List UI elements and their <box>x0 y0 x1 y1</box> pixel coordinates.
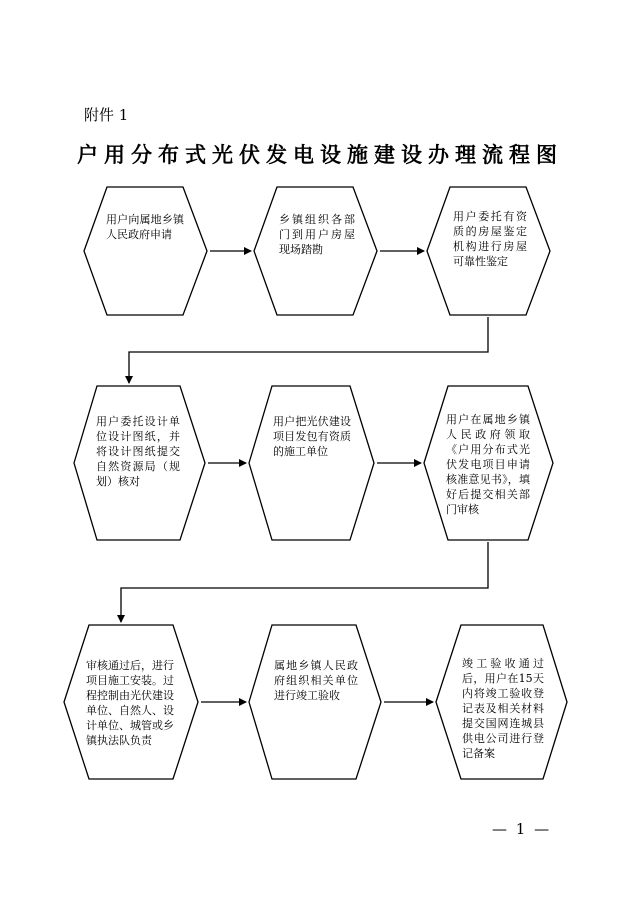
page-number: — 1 — <box>492 820 552 838</box>
step-6-text: 用户在属地乡镇人民政府领取《户用分布式光伏发电项目申请核准意见书》，填好后提交相关部门审核 <box>446 413 530 516</box>
connector-6-7 <box>121 542 488 622</box>
step-4-text: 用户委托设计单位设计图纸，并将设计图纸提交自然资源局（规划）核对 <box>96 415 180 488</box>
step-8-text: 属地乡镇人民政府组织相关单位进行竣工验收 <box>274 659 358 702</box>
step-3-text: 用户委托有资质的房屋鉴定机构进行房屋可靠性鉴定 <box>453 210 527 268</box>
step-9-text: 竣工验收通过后，用户在15天内将竣工验收登记表及相关材料提交国网连城县供电公司进行登记备案 <box>462 657 544 760</box>
step-7-text: 审核通过后，进行项目施工安装。过程控制由光伏建设单位、自然人、设计单位、城管或乡镇执法队负责 <box>86 659 174 747</box>
step-1-text: 用户向属地乡镇人民政府申请 <box>106 213 184 241</box>
connector-3-4 <box>129 317 488 383</box>
step-5-hexagon <box>249 386 374 540</box>
step-1-hexagon <box>84 187 207 315</box>
step-2-text: 乡镇组织各部门到用户房屋现场踏勘 <box>279 213 355 256</box>
step-5-text: 用户把光伏建设项目发包有资质的施工单位 <box>273 415 351 458</box>
attachment-label: 附件 1 <box>84 106 129 124</box>
page-title: 户用分布式光伏发电设施建设办理流程图 <box>77 143 563 167</box>
